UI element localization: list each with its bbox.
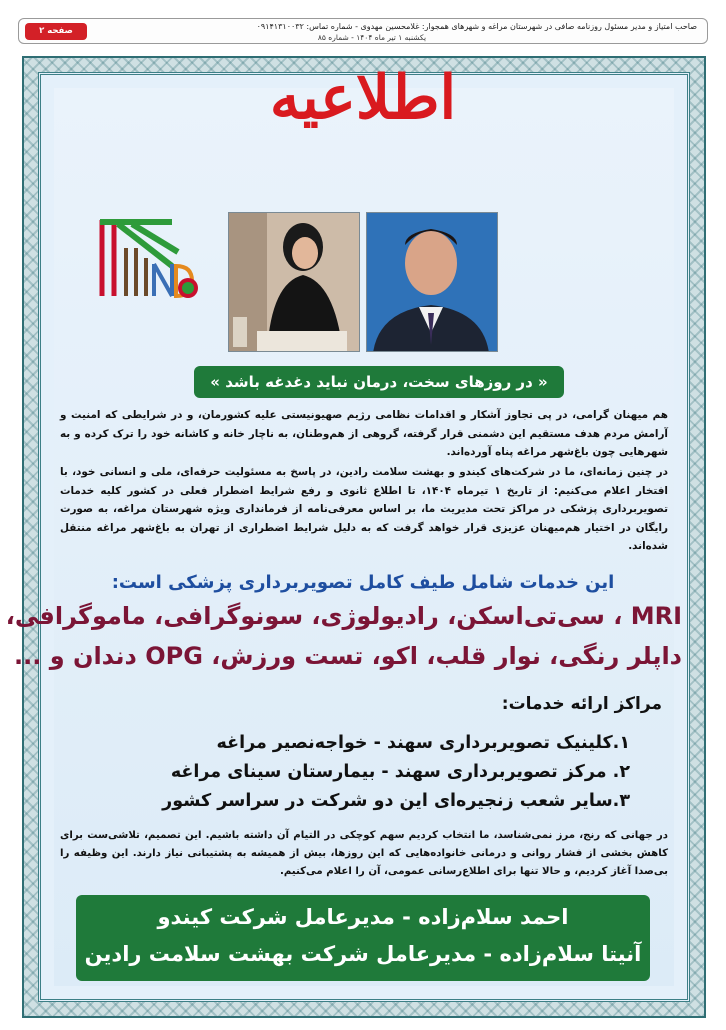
signature-line: احمد سلام‌زاده - مدیرعامل شرکت کیندو [157, 905, 569, 929]
announcement-title: اطلاعیه [269, 63, 457, 133]
services-list-line: MRI ، سی‌تی‌اسکن، رادیولوژی، سونوگرافی، ماموگرافی، [5, 602, 682, 630]
publisher-info: صاحب امتیاز و مدیر مسئول روزنامه صافی در شهرستان مراغه و شهرهای همجوار: غلامحسین مهدوی - شماره تماس: ۰۹۱۴۱۳۱۰۰۳۲ [256, 22, 697, 31]
center-item: ۱.کلینیک تصویربرداری سهند - خواجه‌نصیر مراغه [216, 733, 630, 753]
services-list-line: داپلر رنگی، نوار قلب، اکو، تست ورزش، OPG دندان و ... [13, 642, 682, 670]
announcement-paragraph: در چنین زمانه‌ای، ما در شرکت‌های کیندو و بهشت سلامت رادین، در پاسخ به مسئولیت حرفه‌ای، ملی و انسانی خود، با افتخار اعلام می‌کنیم: از تاریخ ۱ تیرماه ۱۴۰۴، تا اطلاع ثانوی و رفع شرایط اضطرار فعلی در کشور کلیه خدمات تصویربرداری پزشکی در مراکز تحت مدیریت ما، بر اساس معرفی‌نامه از فرمانداری ویژه شهرستان مراغه، به صورت رایگان در اختیار هم‌میهنان عزیزی قرار خواهد گرفت که به دلیل شرایط اضطراری از تهران به باغ‌شهر مراغه منتقل شده‌اند. [60, 466, 668, 552]
services-heading: این خدمات شامل طیف کامل تصویربرداری پزشکی است: [111, 572, 615, 593]
center-item: ۳.سایر شعب زنجیره‌ای این دو شرکت در سراسر کشور [162, 791, 630, 811]
signature-line: آنیتا سلام‌زاده - مدیرعامل شرکت بهشت سلامت رادین [84, 942, 642, 966]
center-item: ۲. مرکز تصویربرداری سهند - بیمارستان سینای مراغه [170, 762, 630, 782]
intro-paragraph: هم میهنان گرامی، در پی تجاوز آشکار و اقدامات نظامی رژیم صهیونیستی علیه کشورمان، و در شرایطی که امنیت و آرامش مردم هدف مستقیم این دشمنی قرار گرفته، گروهی از هم‌وطنان، به ناچار خانه و کاشانه خود را ترک کرده و به شهرهایی چون باغ‌شهر مراغه پناه آورده‌اند. [60, 409, 668, 458]
page-number-badge: صفحه ۲ [25, 23, 87, 40]
woman-signing-photo [228, 212, 360, 352]
man-portrait-photo [366, 212, 498, 352]
issue-date: یکشنبه ۱ تیر ماه ۱۴۰۴ - شماره ۸۵ [317, 33, 427, 42]
signature-box [76, 895, 650, 981]
closing-paragraph: در جهانی که رنج، مرز نمی‌شناسد، ما انتخاب کردیم سهم کوچکی در التیام آن داشته باشیم. این تصمیم، تلاشی‌ست برای کاهش بخشی از فشار روانی و درمانی خانواده‌هایی که این روزها، بیش از همیشه به پشتیبانی نیاز دارند. این وظیفه را بی‌صدا آغاز کردیم، و حالا تنها برای اطلاع‌رسانی عمومی، آن را اعلام می‌کنیم. [60, 830, 668, 877]
kindo-logo-icon [92, 208, 202, 304]
slogan-banner: « در روزهای سخت، درمان نباید دغدغه باشد » [194, 366, 564, 398]
centers-heading: مراکز ارائه خدمات: [501, 694, 662, 714]
newspaper-header [18, 18, 708, 44]
